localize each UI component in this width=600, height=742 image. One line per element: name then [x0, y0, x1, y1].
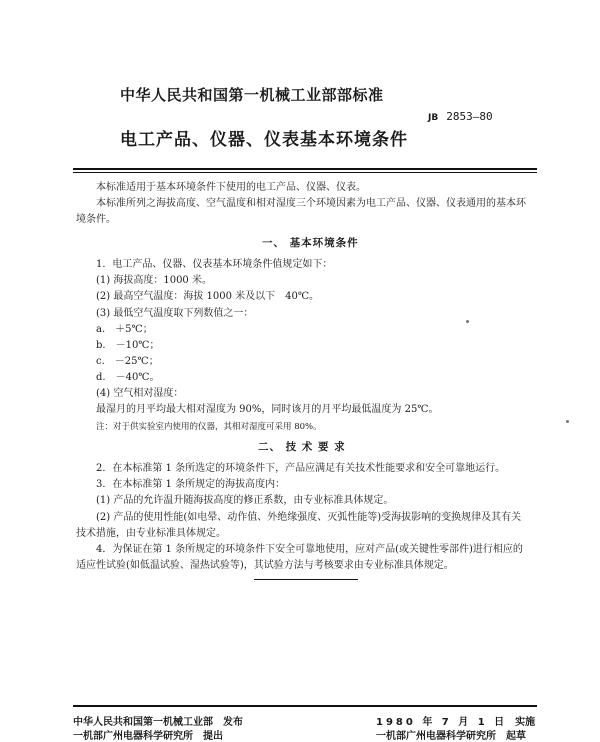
clause-4-line-1: 4．为保证在第 1 条所规定的环境条件下安全可靠地使用，应对产品(或关键性零部件)进行相应的 — [96, 544, 523, 555]
standard-code-prefix: JB — [428, 113, 439, 123]
temperature-option-c: c. －25℃； — [96, 356, 159, 367]
header-rule-thick — [73, 168, 537, 170]
scan-speck — [566, 420, 569, 423]
standard-number — [428, 110, 493, 123]
clause-1-item-3: (3) 最低空气温度取下列数值之一： — [96, 308, 254, 319]
clause-4-line-2: 适应性试验(如低温试验、湿热试验等)，其试验方法与考核要求由专业标准具体规定。 — [76, 560, 454, 571]
clause-1: 1．电工产品、仪器、仪表基本环境条件值规定如下： — [96, 259, 333, 270]
intro-paragraph-2-line-1: 本标准所列之海拔高度、空气温度和相对湿度三个环境因素为电工产品、仪器、仪表通用的基本环 — [96, 198, 526, 209]
end-of-text-rule — [254, 579, 358, 580]
scan-speck — [466, 320, 469, 323]
effective-status: 实施 — [515, 717, 536, 728]
intro-paragraph-1: 本标准适用于基本环境条件下使用的电工产品、仪器、仪表。 — [96, 182, 366, 193]
footer-rule — [73, 705, 537, 707]
header-rule-thin — [73, 172, 537, 173]
clause-3-item-1: (1) 产品的允许温升随海拔高度的修正系数，由专业标准具体规定。 — [96, 495, 394, 506]
temperature-option-d: d. －40℃。 — [96, 372, 160, 383]
section-1-heading: 一、 基本环境条件 — [262, 237, 359, 249]
clause-3-item-2-line-1: (2) 产品的使用性能(如电晕、动作值、外绝缘强度、灭弧性能等)受海拔影响的变换规律及其有关 — [96, 512, 522, 523]
clause-1-item-4: (4) 空气相对湿度： — [96, 388, 184, 399]
intro-paragraph-2-line-2: 境条件。 — [76, 214, 116, 225]
humidity-specification: 最湿月的月平均最大相对湿度为 90%，同时该月的月平均最低温度为 25℃。 — [96, 404, 439, 415]
clause-1-item-1: (1) 海拔高度：1000 米。 — [96, 275, 212, 286]
section-2-heading: 二、 技 术 要 求 — [258, 441, 346, 453]
clause-3: 3．在本标准第 1 条所规定的海拔高度内： — [96, 479, 286, 490]
footer-proposer: 一机部广州电器科学研究所 提出 — [73, 731, 223, 742]
temperature-option-b: b. －10℃； — [96, 340, 160, 351]
footer-issuer: 中华人民共和国第一机械工业部 发布 — [73, 717, 243, 728]
clause-2: 2．在本标准第 1 条所选定的环境条件下，产品应满足有关技术性能要求和安全可靠地运行。 — [96, 463, 506, 474]
clause-3-item-2-line-2: 技术措施，由专业标准具体规定。 — [76, 528, 226, 539]
temperature-option-a: a. ＋5℃； — [96, 324, 153, 335]
document-title: 电工产品、仪器、仪表基本环境条件 — [120, 130, 408, 150]
footer-drafter: 一机部广州电器科学研究所 起草 — [376, 731, 526, 742]
footer-effective — [376, 713, 535, 728]
issuing-standard-title: 中华人民共和国第一机械工业部部标准 — [120, 86, 384, 104]
laboratory-humidity-note: 注：对于供实验室内使用的仪器，其相对湿度可采用 80%。 — [96, 422, 322, 432]
clause-1-item-2: (2) 最高空气温度：海拔 1000 米及以下 40℃。 — [96, 291, 320, 302]
standard-code-number: 2853—80 — [446, 110, 493, 123]
effective-date: 1980 年 7 月 1 日 — [376, 717, 508, 728]
